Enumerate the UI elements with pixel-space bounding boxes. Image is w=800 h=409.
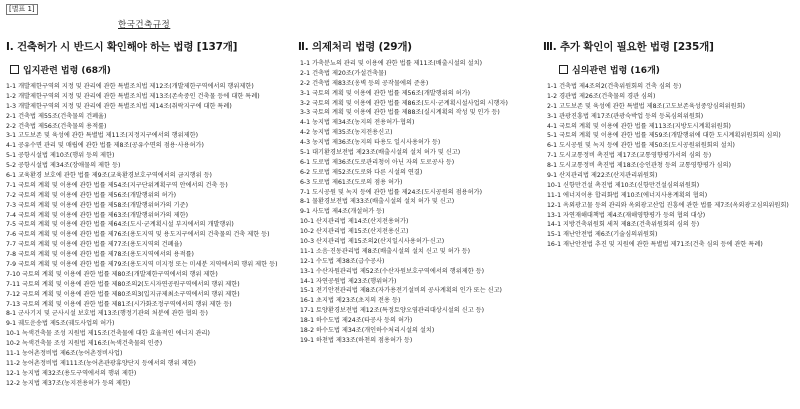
attachment-tag: [별표 1]: [6, 4, 38, 15]
law-item: 10-1 신항만건설 촉진법 제10조(신항만건설심의위원회): [547, 181, 700, 189]
subsection-label: 심의관련 법령 (16개): [572, 66, 660, 76]
law-item: 7-1 도시공원 및 녹지 등에 관한 법률 제24조(도시공원의 점용허가): [300, 188, 482, 196]
law-item: 4-2 농지법 제35조(농지전용신고): [300, 129, 393, 137]
law-item: 1-2 개발제한구역의 지정 및 관리에 관한 특별조치법 제13조(존속중인 건축물 등에 대한 특례): [6, 92, 260, 100]
law-item: 1-1 건축법 제4조의2(건축위원회의 건축 심의 등): [547, 83, 682, 90]
law-item: 7-13 국토의 계획 및 이용에 관한 법률 제81조(시가화조정구역에서의 행위 제한 등): [6, 300, 232, 308]
law-item: 11-2 농어촌정비법 제111조(농어촌관광휴양단지 등에서의 행위 제한): [6, 359, 196, 367]
law-list-deemed: [298, 59, 534, 346]
section-heading-permit-laws: Ⅰ. 건축허가 시 반드시 확인해야 하는 법령 [137개]: [6, 41, 238, 53]
law-item: 6-1 교육환경 보호에 관한 법률 제9조(교육환경보호구역에서의 금지행위 등): [6, 172, 212, 180]
subsection-review-laws: [543, 65, 795, 78]
law-item: 12-1 수도법 제38조(급수공사): [300, 257, 385, 265]
law-item: 5-1 대기환경보전법 제23조(배출시설의 설치 허가 및 신고): [300, 149, 461, 157]
law-item: 1-1 개발제한구역의 지정 및 관리에 관한 특별조치법 제12조(개발제한구역에서의 행위제한): [6, 83, 254, 90]
section-heading-additional-laws: Ⅲ. 추가 확인이 필요한 법령 [235개]: [543, 41, 714, 53]
law-item: 8-1 도시교통정비 촉진법 제18조(승인관청 등의 교통영향평가 심의): [547, 162, 732, 170]
law-item: 12-1 농지법 제32조(용도구역에서의 행위 제한): [6, 369, 137, 377]
law-item: 7-6 국토의 계획 및 이용에 관한 법률 제76조(용도지역 및 용도지구에서의 건축물의 건축 제한 등): [6, 231, 270, 239]
law-item: 9-1 산지관리법 제22조(산지관리위원회): [547, 172, 658, 180]
checkbox-icon: [559, 65, 568, 74]
law-item: 10-2 녹색건축물 조성 지원법 제16조(녹색건축물의 인증): [6, 340, 163, 348]
law-item: 8-1 군사기지 및 군사시설 보호법 제13조(행정기관의 처분에 관한 협의 등): [6, 310, 208, 318]
law-item: 14-1 지방건축위원회 세칙 제8조(건축위원회의 심의 등): [547, 221, 700, 229]
checkbox-icon: [10, 65, 19, 74]
law-item: 2-1 건축법 제55조(건축물의 건폐율): [6, 112, 107, 120]
law-item: 4-3 농지법 제36조(농지의 타용도 일시사용허가 등): [300, 139, 441, 147]
law-item: 7-12 국토의 계획 및 이용에 관한 법률 제80조의3(입지규제최소구역에서의 행위 제한): [6, 290, 240, 298]
column-deemed-laws: [298, 40, 534, 346]
law-item: 4-1 국토의 계획 및 이용에 관한 법률 제113조(지방도시계획위원회): [547, 122, 731, 130]
law-item: 7-4 국토의 계획 및 이용에 관한 법률 제63조(개발행위허가의 제한): [6, 211, 188, 219]
law-item: 11-1 에너지이용 합리화법 제10조(에너지사용계획의 협의): [547, 191, 708, 199]
law-item: 4-1 농지법 제34조(농지의 전용허가·협의): [300, 119, 415, 127]
law-item: 1-2 경관법 제26조(건축물의 경관 심의): [547, 92, 656, 100]
law-item: 13-1 수산자원관리법 제52조(수산자원보호구역에서의 행위제한 등): [300, 267, 485, 275]
law-item: 10-1 산지관리법 제14조(산지전용허가): [300, 218, 409, 226]
law-item: 12-2 농지법 제37조(농지전용허가 등의 제한): [6, 379, 131, 387]
law-item: 2-1 건축법 제20조(가설건축물): [300, 69, 387, 77]
law-item: 7-1 국토의 계획 및 이용에 관한 법률 제54조(지구단위계획구역 안에서의 건축 등): [6, 181, 228, 189]
law-item: 15-1 전기안전관리법 제8조(자가용전기설비의 공사계획의 인가 또는 신고): [300, 287, 502, 295]
law-item: 3-1 고도보존 및 육성에 관한 특별법 제11조(지정지구에서의 행위제한): [6, 132, 198, 140]
law-item: 5-1 국토의 계획 및 이용에 관한 법률 제59조(개발행위에 대한 도시계획위원회의 심의): [547, 132, 781, 140]
law-item: 9-1 사도법 제4조(개설허가 등): [300, 208, 385, 216]
law-item: 5-2 공항시설법 제34조(장애물의 제한 등): [6, 162, 121, 170]
law-list-location: [6, 82, 284, 389]
law-item: 3-1 국토의 계획 및 이용에 관한 법률 제56조(개발행위의 허가): [300, 89, 471, 97]
law-item: 7-2 국토의 계획 및 이용에 관한 법률 제56조(개발행위의 허가): [6, 191, 177, 199]
column-additional-laws: [543, 40, 795, 250]
law-item: 18-2 하수도법 제34조(개인하수처리시설의 설치): [300, 327, 435, 335]
law-item: 6-2 도로법 제52조(도로와 다른 시설의 연결): [300, 168, 423, 176]
law-item: 1-1 가축분뇨의 관리 및 이용에 관한 법률 제11조(배출시설의 설치): [300, 60, 482, 67]
law-item: 19-1 하천법 제33조(하천의 점용허가 등): [300, 336, 413, 344]
subsection-location-laws: [6, 65, 284, 78]
law-item: 18-1 하수도법 제24조(타공사 등의 허가): [300, 317, 413, 325]
law-item: 7-8 국토의 계획 및 이용에 관한 법률 제78조(용도지역에서의 용적률): [6, 251, 194, 259]
law-item: 2-1 고도보존 및 육성에 관한 특별법 제8조(고도보존육성중앙심의위원회): [547, 102, 746, 110]
law-item: 3-1 관광진흥법 제17조(관광숙박업 등의 등록심의위원회): [547, 112, 704, 120]
law-item: 3-2 국토의 계획 및 이용에 관한 법률 제86조(도시·군계획시설사업의 시행자): [300, 99, 508, 107]
law-item: 6-1 도시공원 및 녹지 등에 관한 법률 제50조(도시공원위원회의 설치): [547, 142, 735, 150]
law-item: 17-1 토양환경보전법 제12조(특정토양오염관리대상시설의 신고 등): [300, 307, 485, 315]
law-item: 7-9 국토의 계획 및 이용에 관한 법률 제79조(용도지역 미지정 또는 미세분 지역에서의 행위 제한 등): [6, 261, 278, 269]
law-item: 7-5 국토의 계획 및 이용에 관한 법률 제64조(도시·군계획시설 부지에서의 개발행위): [6, 221, 234, 229]
law-item: 14-1 자연공원법 제23조(행위허가): [300, 277, 397, 285]
law-item: 7-11 국토의 계획 및 이용에 관한 법률 제80조의2(도시자연공원구역에서의 행위 제한): [6, 280, 240, 288]
law-item: 10-2 산지관리법 제15조(산지전용신고): [300, 228, 409, 236]
law-item: 6-3 도로법 제61조(도로의 점용 허가): [300, 178, 403, 186]
law-item: 8-1 물환경보전법 제33조(배출시설의 설치 허가 및 신고): [300, 198, 455, 206]
law-item: 1-3 개발제한구역의 지정 및 관리에 관한 특별조치법 제14조(취락지구에 대한 특례): [6, 102, 232, 110]
law-item: 9-1 궤도운송법 제5조(궤도사업의 허가): [6, 320, 115, 328]
subsection-label: 입지관련 법령 (68개): [23, 66, 111, 76]
law-item: 11-1 소음·진동관리법 제8조(배출시설의 설치 신고 및 허가 등): [300, 247, 471, 255]
law-item: 7-10 국토의 계획 및 이용에 관한 법률 제80조(개발제한구역에서의 행위 제한): [6, 270, 218, 278]
column-permit-laws: [6, 40, 284, 389]
section-heading-deemed-laws: Ⅱ. 의제처리 법령 (29개): [298, 41, 412, 53]
law-item: 10-3 산지관리법 제15조의2(산지일시사용허가·신고): [300, 238, 445, 246]
law-item: 10-1 녹색건축물 조성 지원법 제15조(건축물에 대한 효율적인 에너지 관리): [6, 330, 210, 338]
law-item: 12-1 옥외광고물 등의 관리와 옥외광고산업 진흥에 관한 법률 제7조(옥외광고심의위원회): [547, 201, 789, 209]
law-item: 7-1 도시교통정비 촉진법 제17조(교통영향평가서의 심의 등): [547, 152, 712, 160]
document-title: 한국건축규정: [118, 20, 171, 30]
law-item: 11-1 농어촌정비법 제6조(농어촌정비사업): [6, 350, 123, 358]
law-item: 16-1 초지법 제23조(초지의 전용 등): [300, 297, 401, 305]
law-list-review: [543, 82, 795, 250]
law-item: 15-1 재난안전법 제6조(기술심의위원회): [547, 231, 658, 239]
law-item: 16-1 재난안전법 추진 및 지원에 관한 특별법 제71조(건축 심의 등에 관한 특례): [547, 241, 763, 249]
law-item: 7-7 국토의 계획 및 이용에 관한 법률 제77조(용도지역의 건폐율): [6, 241, 183, 249]
law-item: 4-1 공유수면 관리 및 매립에 관한 법률 제8조(공유수면의 점용·사용허가): [6, 142, 204, 150]
law-item: 2-2 건축법 제56조(건축물의 용적률): [6, 122, 107, 130]
law-item: 3-3 국토의 계획 및 이용에 관한 법률 제88조(실시계획의 작성 및 인가 등): [300, 109, 500, 117]
law-item: 5-1 공항시설법 제10조(행위 등의 제한): [6, 152, 115, 160]
law-item: 2-2 건축법 제83조(옹벽 등의 공작물에의 준용): [300, 79, 429, 87]
law-item: 13-1 자연재해대책법 제4조(재해영향평가 등의 협의 대상): [547, 211, 706, 219]
law-item: 6-1 도로법 제36조(도로관리청이 아닌 자의 도로공사 등): [300, 158, 455, 166]
law-item: 7-3 국토의 계획 및 이용에 관한 법률 제58조(개발행위허가의 기준): [6, 201, 188, 209]
